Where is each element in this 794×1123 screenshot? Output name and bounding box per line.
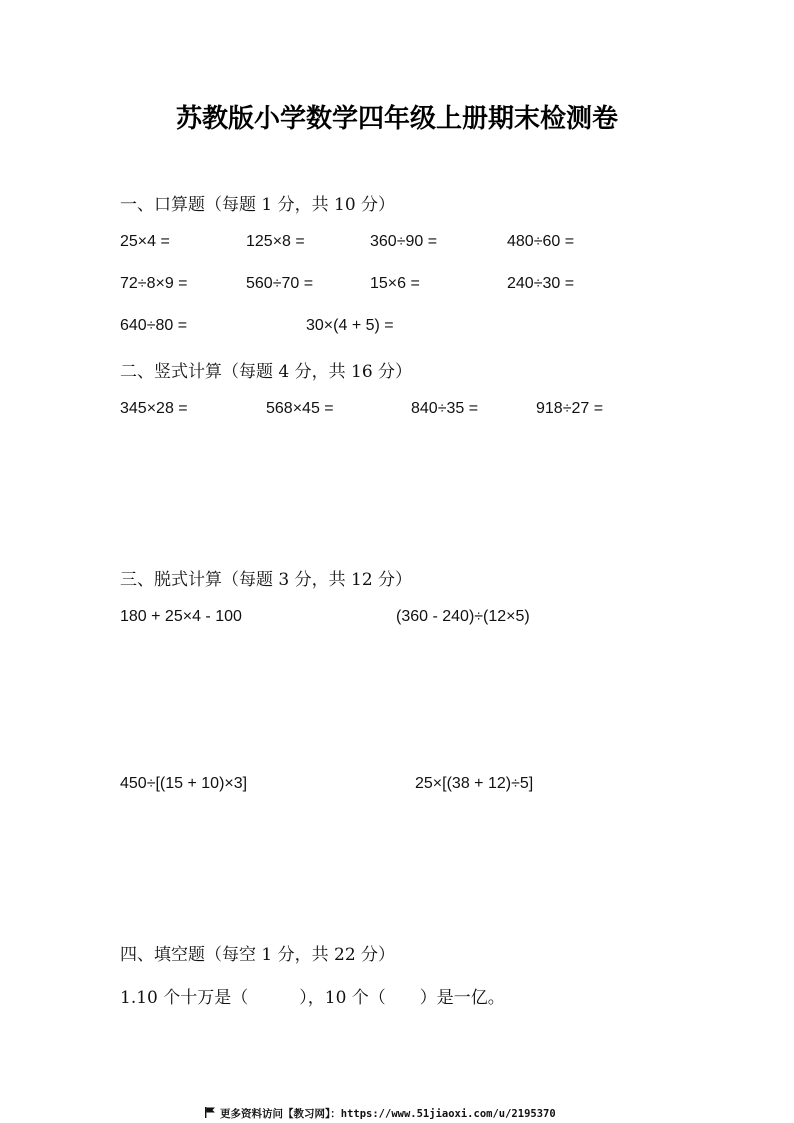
section-1-heading: 一、口算题（每题 1 分，共 10 分） <box>120 195 396 215</box>
oral-problem-5: 72÷8×9 = <box>120 275 188 292</box>
vertical-problem-3: 840÷35 = <box>411 400 479 417</box>
footer-text: 更多资料访问【教习网】：https://www.51jiaoxi.com/u/2195370 <box>220 1108 556 1120</box>
flag-icon <box>204 1107 216 1118</box>
oral-problem-2: 125×8 = <box>246 233 305 250</box>
vertical-problem-2: 568×45 = <box>266 400 334 417</box>
vertical-problem-1: 345×28 = <box>120 400 188 417</box>
stepwise-problem-4: 25×[(38 + 12)÷5] <box>415 775 534 792</box>
stepwise-problem-1: 180 + 25×4 - 100 <box>120 608 242 625</box>
section-2-heading: 二、竖式计算（每题 4 分，共 16 分） <box>120 362 413 382</box>
oral-problem-9: 640÷80 = <box>120 317 188 334</box>
oral-problem-8: 240÷30 = <box>507 275 575 292</box>
stepwise-problem-3: 450÷[(15 + 10)×3] <box>120 775 248 792</box>
page-title: 苏教版小学数学四年级上册期末检测卷 <box>175 104 618 134</box>
section-4-heading: 四、填空题（每空 1 分，共 22 分） <box>120 945 396 965</box>
oral-problem-7: 15×6 = <box>370 275 420 292</box>
oral-problem-4: 480÷60 = <box>507 233 575 250</box>
oral-problem-1: 25×4 = <box>120 233 170 250</box>
stepwise-problem-2: (360 - 240)÷(12×5) <box>396 608 530 625</box>
fill-blank-item-1: 1.10 个十万是（ ），10 个（ ）是一亿。 <box>120 988 505 1008</box>
oral-problem-10: 30×(4 + 5) = <box>306 317 394 334</box>
vertical-problem-4: 918÷27 = <box>536 400 604 417</box>
oral-problem-3: 360÷90 = <box>370 233 438 250</box>
footer-link[interactable] <box>204 1106 556 1121</box>
oral-problem-6: 560÷70 = <box>246 275 314 292</box>
section-3-heading: 三、脱式计算（每题 3 分，共 12 分） <box>120 570 413 590</box>
